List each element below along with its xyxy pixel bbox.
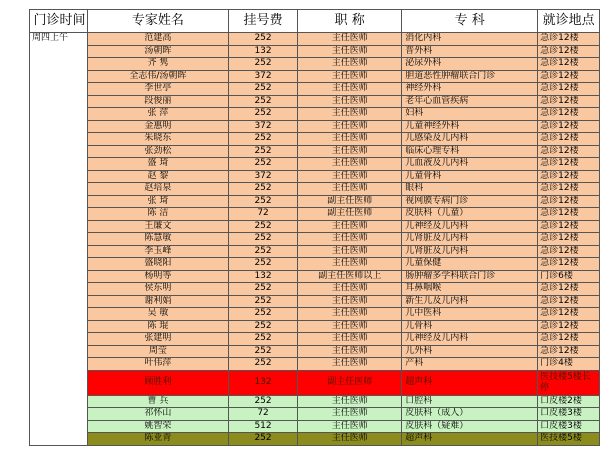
- location-cell: 急诊12楼: [538, 333, 600, 346]
- title-cell: 主任医师: [298, 45, 402, 58]
- doctor-name-cell: 范建高: [87, 33, 228, 46]
- location-cell: 急诊12楼: [538, 108, 600, 121]
- doctor-name-cell: 吴 敏: [87, 308, 228, 321]
- schedule-body: [30, 33, 600, 446]
- title-cell: 主任医师: [298, 170, 402, 183]
- location-cell: 急诊12楼: [538, 145, 600, 158]
- doctor-name-cell: 曹 兵: [87, 395, 228, 408]
- title-cell: 主任医师: [298, 183, 402, 196]
- fee-cell: 252: [228, 58, 297, 71]
- title-cell: 主任医师: [298, 108, 402, 121]
- table-row: [30, 320, 600, 333]
- title-cell: 主任医师: [298, 345, 402, 358]
- fee-cell: 252: [228, 333, 297, 346]
- fee-cell: 252: [228, 320, 297, 333]
- location-cell: 口皮楼2楼: [538, 395, 600, 408]
- table-row: [30, 170, 600, 183]
- title-cell: 主任医师: [298, 233, 402, 246]
- table-row: [30, 420, 600, 433]
- location-cell: 急诊12楼: [538, 95, 600, 108]
- table-row: [30, 270, 600, 283]
- doctor-name-cell: 陈亚青: [87, 433, 228, 446]
- specialty-cell: 儿神经及儿内科: [402, 333, 538, 346]
- title-cell: 主任医师: [298, 83, 402, 96]
- location-cell: 口皮楼3楼: [538, 408, 600, 421]
- fee-cell: 72: [228, 208, 297, 221]
- table-row: [30, 220, 600, 233]
- title-cell: 主任医师: [298, 95, 402, 108]
- fee-cell: 252: [228, 295, 297, 308]
- doctor-name-cell: 陈慧敏: [87, 233, 228, 246]
- specialty-cell: 新生儿及儿内科: [402, 295, 538, 308]
- specialty-cell: 眼科: [402, 183, 538, 196]
- table-row: [30, 333, 600, 346]
- fee-cell: 252: [228, 345, 297, 358]
- title-cell: 主任医师: [298, 58, 402, 71]
- doctor-name-cell: 汤朝晖: [87, 45, 228, 58]
- title-cell: 主任医师: [298, 308, 402, 321]
- table-row: [30, 120, 600, 133]
- doctor-name-cell: 谢利娟: [87, 295, 228, 308]
- specialty-cell: 儿童保健: [402, 258, 538, 271]
- location-cell: 急诊12楼: [538, 345, 600, 358]
- specialty-cell: 超声科: [402, 433, 538, 446]
- header-name: 专家姓名: [87, 10, 228, 33]
- location-cell: 急诊12楼: [538, 245, 600, 258]
- title-cell: 主任医师: [298, 258, 402, 271]
- table-row: [30, 58, 600, 71]
- clinic-schedule-table: [29, 9, 600, 446]
- doctor-name-cell: 侯东明: [87, 283, 228, 296]
- specialty-cell: 皮肤科（疑难）: [402, 420, 538, 433]
- title-cell: 主任医师: [298, 245, 402, 258]
- fee-cell: 252: [228, 283, 297, 296]
- specialty-cell: 儿童神经外科: [402, 120, 538, 133]
- specialty-cell: 视网膜专病门诊: [402, 195, 538, 208]
- doctor-name-cell: 张劲松: [87, 145, 228, 158]
- specialty-cell: 儿中医科: [402, 308, 538, 321]
- location-cell: 急诊12楼: [538, 208, 600, 221]
- fee-cell: 512: [228, 420, 297, 433]
- doctor-name-cell: 全志伟/汤朝晖: [87, 70, 228, 83]
- title-cell: 主任医师: [298, 333, 402, 346]
- title-cell: 主任医师: [298, 220, 402, 233]
- specialty-cell: 临床心理专科: [402, 145, 538, 158]
- table-row: [30, 233, 600, 246]
- table-row: [30, 245, 600, 258]
- header-row: [30, 10, 600, 33]
- location-cell: 急诊12楼: [538, 45, 600, 58]
- specialty-cell: 儿感染及儿内科: [402, 133, 538, 146]
- title-cell: 主任医师: [298, 158, 402, 171]
- table-row: [30, 158, 600, 171]
- fee-cell: 252: [228, 258, 297, 271]
- header-time: 门诊时间: [30, 10, 88, 33]
- title-cell: 主任医师: [298, 145, 402, 158]
- doctor-name-cell: 顾胜利: [87, 370, 228, 395]
- location-cell: 急诊12楼: [538, 308, 600, 321]
- fee-cell: 252: [228, 108, 297, 121]
- table-row: [30, 83, 600, 96]
- title-cell: 主任医师: [298, 320, 402, 333]
- table-row: [30, 33, 600, 46]
- location-cell: 急诊12楼: [538, 320, 600, 333]
- table-row: [30, 395, 600, 408]
- fee-cell: 252: [228, 358, 297, 371]
- location-cell: 急诊12楼: [538, 233, 600, 246]
- location-cell: 医技楼5楼长停: [538, 370, 600, 395]
- fee-cell: 252: [228, 308, 297, 321]
- fee-cell: 252: [228, 245, 297, 258]
- title-cell: 主任医师: [298, 70, 402, 83]
- specialty-cell: 产科: [402, 358, 538, 371]
- specialty-cell: 儿肾脏及儿内科: [402, 233, 538, 246]
- fee-cell: 252: [228, 83, 297, 96]
- doctor-name-cell: 金惠明: [87, 120, 228, 133]
- doctor-name-cell: 盛 琦: [87, 158, 228, 171]
- specialty-cell: 儿外科: [402, 345, 538, 358]
- table-row: [30, 183, 600, 196]
- doctor-name-cell: 叶伟萍: [87, 358, 228, 371]
- specialty-cell: 妇科: [402, 108, 538, 121]
- specialty-cell: 泌尿外科: [402, 58, 538, 71]
- fee-cell: 252: [228, 195, 297, 208]
- title-cell: 副主任医师以上: [298, 270, 402, 283]
- table-row: [30, 308, 600, 321]
- header-specialty: 专 科: [402, 10, 538, 33]
- table-row: [30, 358, 600, 371]
- table-row: [30, 108, 600, 121]
- location-cell: 急诊12楼: [538, 83, 600, 96]
- table-row: [30, 283, 600, 296]
- location-cell: 急诊12楼: [538, 295, 600, 308]
- specialty-cell: 神经外科: [402, 83, 538, 96]
- fee-cell: 252: [228, 433, 297, 446]
- table-row: [30, 258, 600, 271]
- specialty-cell: 口腔科: [402, 395, 538, 408]
- table-row: [30, 133, 600, 146]
- doctor-name-cell: 齐 隽: [87, 58, 228, 71]
- specialty-cell: 皮肤科（成人）: [402, 408, 538, 421]
- header-location: 就诊地点: [538, 10, 600, 33]
- doctor-name-cell: 赵培泉: [87, 183, 228, 196]
- doctor-name-cell: 祁怀山: [87, 408, 228, 421]
- location-cell: 急诊12楼: [538, 258, 600, 271]
- fee-cell: 372: [228, 170, 297, 183]
- fee-cell: 252: [228, 158, 297, 171]
- location-cell: 急诊12楼: [538, 133, 600, 146]
- title-cell: 主任医师: [298, 358, 402, 371]
- doctor-name-cell: 周莹: [87, 345, 228, 358]
- location-cell: 急诊12楼: [538, 170, 600, 183]
- table-row: [30, 45, 600, 58]
- specialty-cell: 普外科: [402, 45, 538, 58]
- fee-cell: 252: [228, 145, 297, 158]
- fee-cell: 252: [228, 133, 297, 146]
- title-cell: 主任医师: [298, 408, 402, 421]
- specialty-cell: 儿骨科: [402, 320, 538, 333]
- location-cell: 急诊12楼: [538, 120, 600, 133]
- doctor-name-cell: 李玉峰: [87, 245, 228, 258]
- doctor-name-cell: 李世亭: [87, 83, 228, 96]
- doctor-name-cell: 张建明: [87, 333, 228, 346]
- header-title: 职 称: [298, 10, 402, 33]
- location-cell: 急诊12楼: [538, 158, 600, 171]
- location-cell: 急诊12楼: [538, 195, 600, 208]
- fee-cell: 132: [228, 370, 297, 395]
- location-cell: 门诊6楼: [538, 270, 600, 283]
- title-cell: 主任医师: [298, 133, 402, 146]
- specialty-cell: 儿童骨科: [402, 170, 538, 183]
- location-cell: 急诊12楼: [538, 58, 600, 71]
- fee-cell: 372: [228, 70, 297, 83]
- specialty-cell: 儿神经及儿内科: [402, 220, 538, 233]
- location-cell: 急诊12楼: [538, 283, 600, 296]
- table-row: [30, 370, 600, 395]
- location-cell: 医技楼5楼: [538, 433, 600, 446]
- specialty-cell: 胆道恶性肿瘤联合门诊: [402, 70, 538, 83]
- fee-cell: 72: [228, 408, 297, 421]
- fee-cell: 132: [228, 45, 297, 58]
- title-cell: 主任医师: [298, 295, 402, 308]
- specialty-cell: 皮肤科（儿童）: [402, 208, 538, 221]
- doctor-name-cell: 王廉文: [87, 220, 228, 233]
- table-row: [30, 408, 600, 421]
- title-cell: 主任医师: [298, 395, 402, 408]
- table-row: [30, 70, 600, 83]
- table-row: [30, 208, 600, 221]
- doctor-name-cell: 陈 琨: [87, 320, 228, 333]
- title-cell: 副主任医师: [298, 208, 402, 221]
- table-row: [30, 295, 600, 308]
- table-row: [30, 345, 600, 358]
- title-cell: 主任医师: [298, 420, 402, 433]
- specialty-cell: 超声科: [402, 370, 538, 395]
- fee-cell: 252: [228, 395, 297, 408]
- session-cell: 周四上午: [30, 33, 88, 446]
- location-cell: 急诊12楼: [538, 183, 600, 196]
- fee-cell: 252: [228, 183, 297, 196]
- fee-cell: 132: [228, 270, 297, 283]
- table-row: [30, 145, 600, 158]
- title-cell: 主任医师: [298, 283, 402, 296]
- doctor-name-cell: 杨明等: [87, 270, 228, 283]
- specialty-cell: 消化内科: [402, 33, 538, 46]
- location-cell: 急诊12楼: [538, 220, 600, 233]
- location-cell: 急诊12楼: [538, 33, 600, 46]
- doctor-name-cell: 陈 洁: [87, 208, 228, 221]
- fee-cell: 252: [228, 220, 297, 233]
- title-cell: 主任医师: [298, 33, 402, 46]
- doctor-name-cell: 段俊丽: [87, 95, 228, 108]
- specialty-cell: 耳鼻咽喉: [402, 283, 538, 296]
- fee-cell: 252: [228, 33, 297, 46]
- title-cell: 副主任医师: [298, 195, 402, 208]
- doctor-name-cell: 张 萍: [87, 108, 228, 121]
- table-row: [30, 95, 600, 108]
- table-row: [30, 195, 600, 208]
- doctor-name-cell: 盛晓阳: [87, 258, 228, 271]
- doctor-name-cell: 赵 黎: [87, 170, 228, 183]
- title-cell: 副主任医师: [298, 370, 402, 395]
- doctor-name-cell: 姚智荣: [87, 420, 228, 433]
- location-cell: 急诊12楼: [538, 70, 600, 83]
- fee-cell: 252: [228, 233, 297, 246]
- table-row: [30, 433, 600, 446]
- specialty-cell: 肠肿瘤多学科联合门诊: [402, 270, 538, 283]
- fee-cell: 252: [228, 95, 297, 108]
- title-cell: 主任医师: [298, 120, 402, 133]
- specialty-cell: 老年心血管疾病: [402, 95, 538, 108]
- location-cell: 口皮楼3楼: [538, 420, 600, 433]
- specialty-cell: 儿血液及儿内科: [402, 158, 538, 171]
- specialty-cell: 儿肾脏及儿内科: [402, 245, 538, 258]
- doctor-name-cell: 朱晓东: [87, 133, 228, 146]
- doctor-name-cell: 张 琦: [87, 195, 228, 208]
- title-cell: 主任医师: [298, 433, 402, 446]
- header-fee: 挂号费: [228, 10, 297, 33]
- location-cell: 门诊4楼: [538, 358, 600, 371]
- fee-cell: 372: [228, 120, 297, 133]
